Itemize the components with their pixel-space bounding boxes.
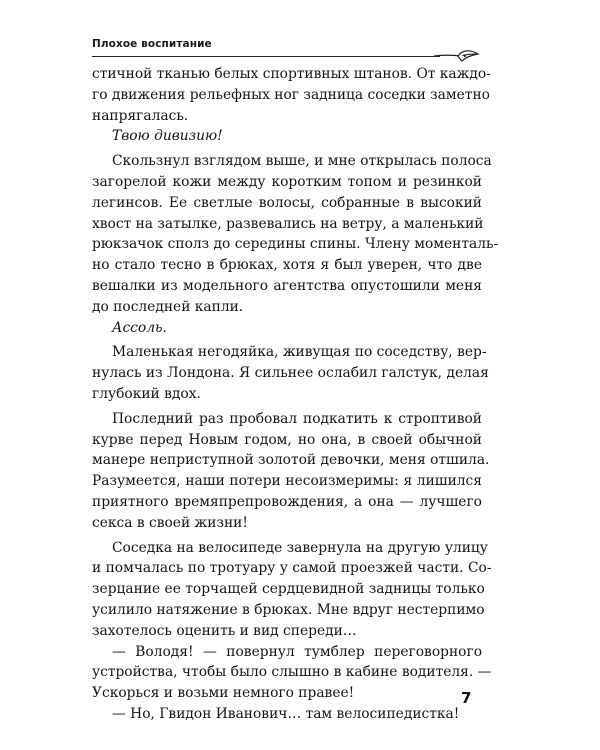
paragraph <box>92 151 499 317</box>
paragraph <box>92 409 490 534</box>
paragraph <box>92 64 491 126</box>
text-line: и помчалась по тротуару у самой проезжей части. Со- <box>92 560 492 577</box>
text-line: устройства, чтобы было слышно в кабине водителя. — <box>92 664 492 681</box>
text-line: Последний раз пробовал подкатить к строптивой <box>112 410 482 427</box>
paragraph <box>92 318 482 339</box>
text-line: до последней капли. <box>92 298 244 315</box>
text-line: Соседка на велосипеде завернула на другую улицу <box>112 539 488 556</box>
running-header-title: Плохое воспитание <box>92 38 212 50</box>
text-line: зерцание ее торчащей сердцевидной задницы только <box>92 581 485 598</box>
text-line: легинсов. Ее светлые волосы, собранные в высокий <box>92 194 482 211</box>
text-line: секса в своей жизни! <box>92 514 248 531</box>
text-line: — Но, Гвидон Иванович… там велосипедистка! <box>112 705 460 722</box>
running-header <box>92 38 478 62</box>
paragraph <box>92 126 482 147</box>
paragraph <box>92 642 492 704</box>
text-line: — Володя! — повернул тумблер переговорного <box>112 643 482 660</box>
text-line: напрягалась. <box>92 107 189 124</box>
text-line: Маленькая негодяйка, живущая по соседству, вер- <box>112 344 487 361</box>
header-rule <box>92 56 440 57</box>
text-line: приятного времяпрепровождения, а она — лучшего <box>92 493 482 510</box>
text-line: вешалки из модельного агентства опустошили меня <box>92 277 482 294</box>
text-line: Твою дивизию! <box>112 128 223 145</box>
text-line: нулась из Лондона. Я сильнее ослабил галстук, делая <box>92 365 489 382</box>
text-line: усилило натяжение в брюках. Мне вдруг нестерпимо <box>92 601 485 618</box>
text-line: загорелой кожи между коротким топом и резинкой <box>92 173 482 190</box>
text-line: Ускорься и возьми немного правее! <box>92 685 355 702</box>
text-line: Ассоль. <box>112 319 167 336</box>
text-line: Разумеется, наши потери несоизмеримы: я лишился <box>92 473 482 490</box>
text-line: но стало тесно в брюках, хотя я был уверен, что две <box>92 257 482 274</box>
text-line: рюкзачок сполз до середины спины. Члену моменталь- <box>92 236 499 253</box>
text-line: курве перед Новым годом, но она, в своей обычной <box>92 431 482 448</box>
text-line: хвост на затылке, развевались на ветру, а маленький <box>92 215 484 232</box>
text-line: Скользнул взглядом выше, и мне открылась полоса <box>112 153 492 170</box>
text-line: стичной тканью белых спортивных штанов. От каждо- <box>92 66 491 82</box>
text-line: го движения рельефных ног задница соседки заметно <box>92 86 490 103</box>
text-line: манере неприступной золотой девочки, меня отшила. <box>92 452 490 469</box>
paragraph <box>92 538 492 642</box>
pen-nib-icon <box>432 46 482 64</box>
paragraph <box>92 704 482 725</box>
body-text <box>92 64 499 725</box>
text-line: глубокий вдох. <box>92 385 201 402</box>
paragraph <box>92 342 489 404</box>
page-number: 7 <box>461 689 472 707</box>
text-line: захотелось оценить и вид спереди… <box>92 622 357 639</box>
